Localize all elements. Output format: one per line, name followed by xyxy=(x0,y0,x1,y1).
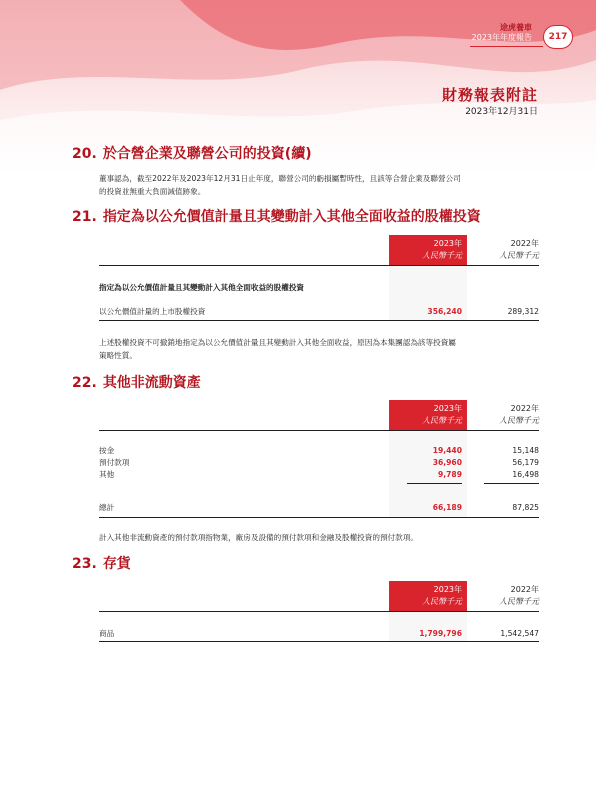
paragraph-line: 策略性質。 xyxy=(99,351,137,360)
section-number: 20. xyxy=(72,146,97,162)
column-header-2023 xyxy=(389,581,467,611)
document-date: 2023年12月31日 xyxy=(465,107,538,117)
paragraph-line: 上述股權投資不可撤銷地指定為以公允價值計量且其變動計入其他全面收益，原因為本集團認為該等投資屬 xyxy=(99,338,456,347)
column-unit: 人民幣千元 xyxy=(499,416,539,425)
equity-investment-table xyxy=(99,235,539,325)
table-row xyxy=(99,457,539,469)
column-header-2022 xyxy=(467,235,539,265)
table-row xyxy=(99,628,539,640)
section-title: 指定為以公允價值計量且其變動計入其他全面收益的股權投資 xyxy=(102,209,481,225)
row-label: 其他 xyxy=(99,470,115,479)
header-rule xyxy=(99,611,539,612)
header-rule xyxy=(99,430,539,431)
row-label: 預付款項 xyxy=(99,458,130,467)
column-unit: 人民幣千元 xyxy=(422,597,462,606)
value-2022: 1,542,547 xyxy=(500,629,539,638)
value-2022: 289,312 xyxy=(507,307,539,316)
value-2022: 15,148 xyxy=(512,446,539,455)
value-2023: 36,960 xyxy=(432,458,462,467)
header-brand xyxy=(472,23,532,43)
report-name: 2023年年度報告 xyxy=(471,33,532,42)
value-2023: 19,440 xyxy=(432,446,462,455)
other-noncurrent-assets-table xyxy=(99,400,539,520)
section-20-heading xyxy=(72,143,312,163)
page-number-badge: 217 xyxy=(543,25,573,49)
table-row xyxy=(99,445,539,457)
row-label: 指定為以公允價值計量且其變動計入其他全面收益的股權投資 xyxy=(99,283,305,292)
section-title: 於合營企業及聯營公司的投資(續) xyxy=(102,146,312,162)
column-year: 2023年 xyxy=(433,404,462,413)
section-number: 22. xyxy=(72,375,97,391)
bottom-rule xyxy=(99,320,539,321)
value-2022: 87,825 xyxy=(512,503,539,512)
bottom-rule xyxy=(99,517,539,518)
value-2022: 56,179 xyxy=(512,458,539,467)
column-unit: 人民幣千元 xyxy=(422,251,462,260)
column-header-2022 xyxy=(467,400,539,430)
section-22-heading xyxy=(72,372,201,392)
header-rule xyxy=(470,46,543,47)
header-rule xyxy=(99,265,539,266)
section-number: 23. xyxy=(72,556,97,572)
column-year: 2022年 xyxy=(510,404,539,413)
subtotal-underline xyxy=(407,483,462,484)
subtotal-underline xyxy=(484,483,539,484)
section-21-heading xyxy=(72,206,481,226)
paragraph-line: 的投資並無重大負面減值跡象。 xyxy=(99,187,206,196)
table-row xyxy=(99,469,539,481)
section-23-heading xyxy=(72,553,131,573)
column-unit: 人民幣千元 xyxy=(422,416,462,425)
value-2023: 1,799,796 xyxy=(419,629,462,638)
section-21-note xyxy=(99,336,543,362)
column-unit: 人民幣千元 xyxy=(499,251,539,260)
row-label: 以公允價值計量的上市股權投資 xyxy=(99,307,206,316)
section-number: 21. xyxy=(72,209,97,225)
table-subheading xyxy=(99,282,539,294)
section-title: 存貨 xyxy=(102,556,131,572)
value-2023: 356,240 xyxy=(427,307,462,316)
column-year: 2023年 xyxy=(433,239,462,248)
column-unit: 人民幣千元 xyxy=(499,597,539,606)
row-label: 按金 xyxy=(99,446,115,455)
paragraph-line: 計入其他非流動資產的預付款項指物業，廠房及設備的預付款項和金融及股權投資的預付款項。 xyxy=(99,533,418,542)
paragraph-line: 董事認為，截至2022年及2023年12月31日止年度，聯營公司的虧損屬暫時性，且該等合營企業及聯營公司 xyxy=(99,174,461,183)
row-label: 商品 xyxy=(99,629,115,638)
row-label: 總計 xyxy=(99,503,115,512)
brand-name: 途虎養車 xyxy=(500,23,532,32)
column-header-2023 xyxy=(389,235,467,265)
value-2023: 9,789 xyxy=(437,470,462,479)
column-year: 2023年 xyxy=(433,585,462,594)
bottom-rule xyxy=(99,641,539,642)
column-header-2022 xyxy=(467,581,539,611)
column-year: 2022年 xyxy=(510,585,539,594)
table-total-row xyxy=(99,502,539,514)
section-title: 其他非流動資產 xyxy=(102,375,201,391)
value-2022: 16,498 xyxy=(512,470,539,479)
document-title: 財務報表附註 xyxy=(441,86,538,104)
column-header-2023 xyxy=(389,400,467,430)
section-22-note xyxy=(99,531,543,544)
value-2023: 66,189 xyxy=(432,503,462,512)
section-20-paragraph xyxy=(99,172,543,198)
inventory-table xyxy=(99,581,539,643)
table-row xyxy=(99,306,539,318)
column-year: 2022年 xyxy=(510,239,539,248)
